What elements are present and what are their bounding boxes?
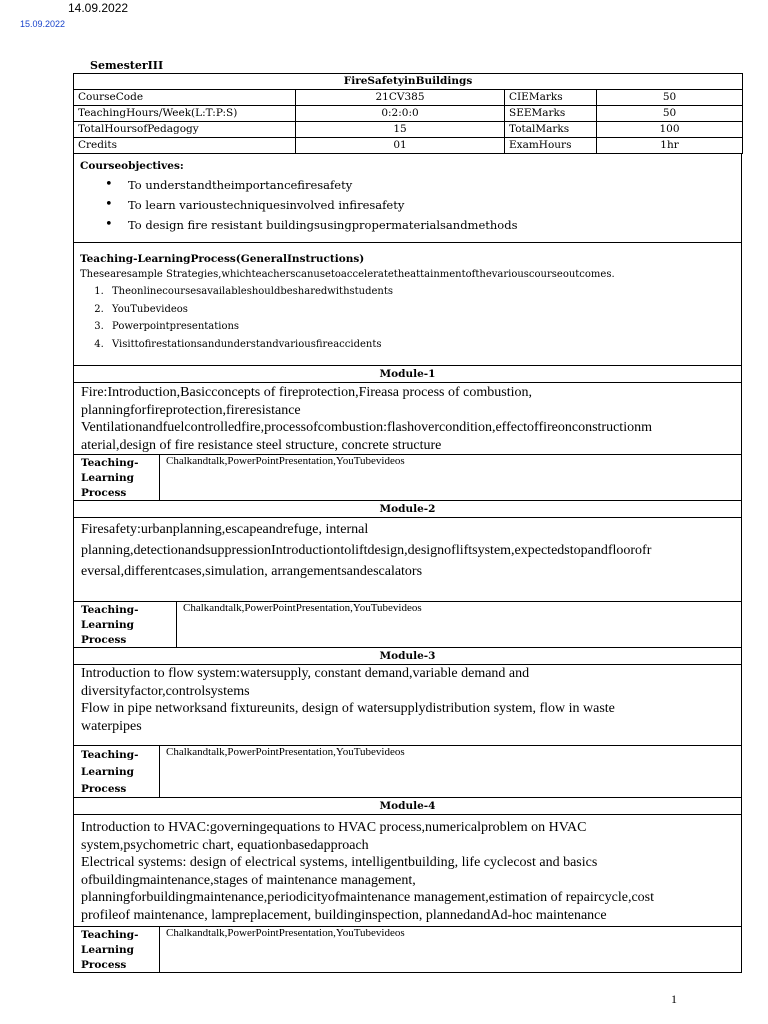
module-text-line: Firesafety:urbanplanning,escapeandrefuge, internal — [81, 522, 369, 537]
teaching-methods: Chalkandtalk,PowerPointPresentation,YouTubevideos — [166, 455, 405, 467]
tlp-list — [80, 283, 741, 353]
module-2-content — [73, 518, 742, 602]
course-objectives-section — [73, 153, 742, 243]
module-text-line: Fire:Introduction,Basicconcepts of fireprotection,Fireasa process of combustion, — [81, 385, 532, 400]
teaching-learning-process-section — [73, 243, 742, 366]
table-cell: 01 — [296, 138, 505, 154]
module-4-heading: Module-4 — [73, 798, 742, 815]
list-item: 2. YouTubevideos — [107, 301, 741, 319]
module-4-content — [73, 815, 742, 927]
table-cell: TeachingHours/Week(L:T:P:S) — [74, 106, 296, 122]
table-cell: CourseCode — [74, 90, 296, 106]
module-text-line: Flow in pipe networksand fixtureunits, design of watersupplydistribution system, flow in waste — [81, 701, 615, 716]
course-title-row — [74, 74, 743, 90]
teaching-methods: Chalkandtalk,PowerPointPresentation,YouTubevideos — [166, 927, 405, 939]
module-text-line: waterpipes — [81, 718, 142, 734]
table-cell: 0:2:0:0 — [296, 106, 505, 122]
table-cell: CIEMarks — [505, 90, 597, 106]
module-1-heading: Module-1 — [73, 366, 742, 383]
teaching-methods: Chalkandtalk,PowerPointPresentation,YouTubevideos — [166, 746, 405, 758]
table-cell: TotalHoursofPedagogy — [74, 122, 296, 138]
course-title: FireSafetyinBuildings — [74, 74, 743, 90]
module-2-teaching-row — [73, 602, 742, 648]
module-text-line: ofbuildingmaintenance,stages of maintenance management, — [81, 872, 416, 888]
table-cell: SEEMarks — [505, 106, 597, 122]
module-text-line: Introduction to HVAC:governingequations to HVAC process,numericalproblem on HVAC — [81, 820, 587, 835]
table-cell: 21CV385 — [296, 90, 505, 106]
module-3-content — [73, 665, 742, 746]
list-item: 1. Theonlinecoursesavailableshouldbesharedwithstudents — [107, 283, 741, 301]
table-cell: Credits — [74, 138, 296, 154]
teaching-methods: Chalkandtalk,PowerPointPresentation,YouTubevideos — [183, 602, 422, 614]
tlp-intro: Thesearesample Strategies,whichteacherscanusetoacceleratetheattainmentofthevariouscourseoutcomes. — [80, 269, 615, 280]
module-4-teaching-row — [73, 927, 742, 973]
module-text-line: planningforbuildingmaintenance,periodicityofmaintenance management,estimation of repaircycle,cost — [81, 890, 655, 905]
table-row — [74, 138, 743, 154]
module-2-heading: Module-2 — [73, 501, 742, 518]
module-1-content — [73, 383, 742, 455]
table-cell: 50 — [597, 106, 743, 122]
module-text-line: system,psychometric chart, equationbasedapproach — [81, 837, 369, 853]
module-3-heading: Module-3 — [73, 648, 742, 665]
teaching-learning-label: Teaching- Learning Process — [74, 927, 160, 972]
page-number: 1 — [671, 992, 677, 1006]
tlp-title: Teaching-LearningProcess(GeneralInstructions) — [80, 253, 365, 265]
table-row — [74, 90, 743, 106]
module-text-line: profileof maintenance, lampreplacement, buildinginspection, plannedandAd-hoc maintenance — [81, 907, 607, 923]
list-item: 3. Powerpointpresentations — [107, 318, 741, 336]
list-item: 4. Visittofirestationsandunderstandvariousfireaccidents — [107, 336, 741, 354]
list-item: • To understandtheimportancefiresafety — [128, 175, 741, 195]
module-text-line: Ventilationandfuelcontrolledfire,processofcombustion:flashovercondition,effectoffireonconstructionm — [81, 420, 652, 435]
course-info-table — [73, 73, 743, 154]
module-text-line: diversityfactor,controlsystems — [81, 683, 250, 699]
module-text-line: planning,detectionandsuppressionIntroductiontoliftdesign,designofliftsystem,expectedstopandfloorofr — [81, 543, 652, 558]
teaching-learning-label: Teaching- Learning Process — [74, 455, 160, 500]
table-cell: ExamHours — [505, 138, 597, 154]
date-primary: 14.09.2022 — [68, 1, 129, 15]
module-text-line: eversal,differentcases,simulation, arrangementsandescalators — [81, 564, 423, 579]
table-row — [74, 122, 743, 138]
module-text-line: planningforfireprotection,fireresistance — [81, 402, 301, 418]
table-cell: 100 — [597, 122, 743, 138]
table-cell: 15 — [296, 122, 505, 138]
table-cell: 1hr — [597, 138, 743, 154]
module-text-line: aterial,design of fire resistance steel structure, concrete structure — [81, 437, 442, 453]
table-row — [74, 106, 743, 122]
list-item: • To design fire resistant buildingsusingpropermaterialsandmethods — [128, 215, 741, 235]
module-text-line: Introduction to flow system:watersupply, constant demand,variable demand and — [81, 666, 530, 681]
objectives-list — [80, 175, 741, 235]
module-1-teaching-row — [73, 455, 742, 501]
objectives-title: Courseobjectives: — [80, 160, 184, 172]
module-text-line: Electrical systems: design of electrical systems, intelligentbuilding, life cyclecost and basics — [81, 855, 598, 870]
list-item: • To learn varioustechniquesinvolved infiresafety — [128, 195, 741, 215]
date-secondary: 15.09.2022 — [20, 19, 66, 29]
table-cell: 50 — [597, 90, 743, 106]
table-cell: TotalMarks — [505, 122, 597, 138]
semester-label: SemesterIII — [90, 59, 164, 72]
teaching-learning-label: Teaching- Learning Process — [74, 602, 177, 647]
module-3-teaching-row — [73, 746, 742, 798]
teaching-learning-label: Teaching- Learning Process — [74, 746, 160, 797]
